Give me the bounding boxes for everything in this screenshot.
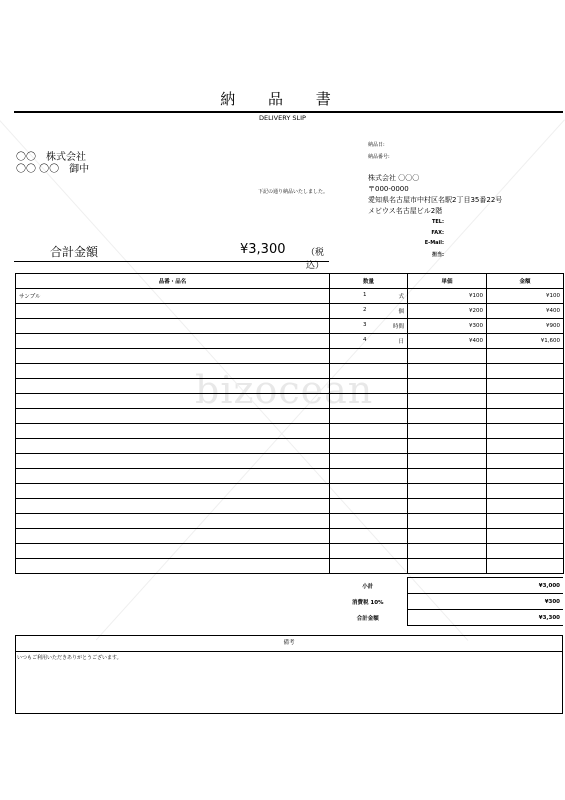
item-unit-price-cell <box>408 469 487 484</box>
item-unit-price-cell: ¥200 <box>408 304 487 319</box>
item-quantity-cell <box>330 544 408 559</box>
item-amount-cell <box>487 499 564 514</box>
watermark-text: bizocean <box>195 368 374 412</box>
total-amount-block <box>14 241 329 271</box>
sender-postal-code: 〒000-0000 <box>368 185 409 193</box>
item-quantity-cell <box>330 424 408 439</box>
item-name-cell <box>16 364 330 379</box>
header-unit-price: 単価 <box>408 274 487 289</box>
item-quantity-cell <box>330 304 408 319</box>
item-quantity-cell <box>330 559 408 574</box>
table-row <box>16 544 564 559</box>
table-row <box>16 514 564 529</box>
item-unit: 個 <box>398 309 404 315</box>
header-item-name: 品番・品名 <box>16 274 330 289</box>
item-name-cell <box>16 559 330 574</box>
table-row <box>16 559 564 574</box>
item-unit-price-cell: ¥300 <box>408 319 487 334</box>
subtotal-row <box>329 578 563 594</box>
item-unit-price-cell <box>408 454 487 469</box>
table-row <box>16 469 564 484</box>
item-name-cell <box>16 334 330 349</box>
item-amount-cell: ¥400 <box>487 304 564 319</box>
item-name-cell <box>16 514 330 529</box>
recipient-person: 〇〇 〇〇 御中 <box>16 164 90 175</box>
item-quantity-cell <box>330 364 408 379</box>
delivery-note: 下記の通り納品いたしました。 <box>257 189 328 195</box>
item-quantity-cell <box>330 484 408 499</box>
item-unit-price-cell <box>408 379 487 394</box>
item-name-cell <box>16 379 330 394</box>
item-name-cell <box>16 424 330 439</box>
table-row <box>16 304 564 319</box>
item-amount-cell <box>487 529 564 544</box>
item-name-cell <box>16 499 330 514</box>
total-amount-label: 合計金額 <box>50 245 99 259</box>
title-underline <box>14 111 563 113</box>
item-amount-cell <box>487 379 564 394</box>
item-quantity-cell <box>330 334 408 349</box>
item-amount-cell <box>487 469 564 484</box>
table-row <box>16 529 564 544</box>
item-name-cell <box>16 544 330 559</box>
item-amount-cell <box>487 439 564 454</box>
item-amount-cell <box>487 409 564 424</box>
item-unit-price-cell <box>408 439 487 454</box>
tax-value: ¥300 <box>407 594 563 610</box>
sender-address: 愛知県名古屋市中村区名駅2丁目35番22号 <box>368 196 503 204</box>
item-amount-cell: ¥900 <box>487 319 564 334</box>
table-row <box>16 319 564 334</box>
table-row <box>16 409 564 424</box>
item-quantity-cell <box>330 469 408 484</box>
item-name-cell <box>16 454 330 469</box>
item-amount-cell <box>487 454 564 469</box>
header-amount: 金額 <box>487 274 564 289</box>
item-unit-price-cell <box>408 514 487 529</box>
item-name-cell <box>16 304 330 319</box>
item-amount-cell <box>487 364 564 379</box>
item-name-cell <box>16 394 330 409</box>
item-quantity-cell <box>330 454 408 469</box>
item-name-cell <box>16 469 330 484</box>
item-amount-cell: ¥100 <box>487 289 564 304</box>
item-quantity-cell <box>330 499 408 514</box>
item-unit-price-cell <box>408 484 487 499</box>
item-quantity-cell <box>330 409 408 424</box>
grand-total-label: 合計金額 <box>356 615 379 622</box>
total-tax-note: （税込） <box>306 248 325 271</box>
table-row <box>16 454 564 469</box>
item-name-cell <box>16 349 330 364</box>
item-quantity-cell <box>330 349 408 364</box>
totals-table <box>329 577 563 626</box>
item-amount-cell <box>487 349 564 364</box>
item-quantity-cell <box>330 529 408 544</box>
item-amount-cell <box>487 394 564 409</box>
item-quantity: 4 <box>363 337 367 343</box>
item-amount-cell <box>487 484 564 499</box>
item-name-cell <box>16 484 330 499</box>
item-quantity-cell <box>330 319 408 334</box>
item-quantity-cell <box>330 379 408 394</box>
person-in-charge-label: 担当: <box>432 252 444 258</box>
item-name-cell <box>16 439 330 454</box>
item-unit-price-cell <box>408 499 487 514</box>
item-unit: 時間 <box>392 324 404 330</box>
tax-row <box>329 594 563 610</box>
item-unit-price-cell: ¥400 <box>408 334 487 349</box>
item-unit-price-cell: ¥100 <box>408 289 487 304</box>
fax-label: FAX: <box>431 230 444 236</box>
item-name-cell: サンプル <box>16 289 330 304</box>
item-amount-cell <box>487 424 564 439</box>
subtotal-value: ¥3,000 <box>407 578 563 594</box>
table-row <box>16 394 564 409</box>
email-label: E-Mail: <box>424 240 444 246</box>
document-subtitle: DELIVERY SLIP <box>259 114 306 122</box>
table-row <box>16 499 564 514</box>
item-unit: 式 <box>398 294 404 300</box>
grand-total-value: ¥3,300 <box>407 610 563 626</box>
table-row <box>16 424 564 439</box>
item-unit-price-cell <box>408 409 487 424</box>
item-name-cell <box>16 409 330 424</box>
sender-company: 株式会社 〇〇〇 <box>368 174 420 182</box>
item-quantity-cell <box>330 514 408 529</box>
item-amount-cell <box>487 559 564 574</box>
table-row <box>16 379 564 394</box>
item-unit-price-cell <box>408 394 487 409</box>
remarks-text: いつもご利用いただきありがとうございます。 <box>17 655 122 661</box>
item-quantity-cell <box>330 289 408 304</box>
item-unit-price-cell <box>408 529 487 544</box>
table-row <box>16 364 564 379</box>
item-quantity-cell <box>330 394 408 409</box>
remarks-box <box>15 635 563 714</box>
table-row <box>16 484 564 499</box>
item-unit: 日 <box>398 339 404 345</box>
item-quantity: 1 <box>363 292 367 298</box>
item-amount-cell: ¥1,600 <box>487 334 564 349</box>
item-unit-price-cell <box>408 349 487 364</box>
items-table <box>15 273 564 574</box>
header-quantity: 数量 <box>330 274 408 289</box>
item-unit-price-cell <box>408 424 487 439</box>
table-row <box>16 289 564 304</box>
document-title: 納 品 書 <box>220 90 345 108</box>
item-quantity: 3 <box>363 322 367 328</box>
table-row <box>16 439 564 454</box>
delivery-number-label: 納品番号: <box>368 154 390 160</box>
item-name-cell <box>16 319 330 334</box>
tax-label: 消費税 10% <box>351 599 384 606</box>
items-table-header-row <box>16 274 564 289</box>
tel-label: TEL: <box>431 219 444 225</box>
item-amount-cell <box>487 514 564 529</box>
recipient-company: 〇〇 株式会社 <box>16 152 86 163</box>
subtotal-label: 小計 <box>362 583 374 590</box>
remarks-header: 備考 <box>16 636 562 652</box>
table-row <box>16 349 564 364</box>
delivery-date-label: 納品日: <box>368 142 385 148</box>
item-unit-price-cell <box>408 559 487 574</box>
sender-building: メビウス名古屋ビル2階 <box>368 207 443 215</box>
item-unit-price-cell <box>408 544 487 559</box>
item-quantity-cell <box>330 439 408 454</box>
item-amount-cell <box>487 544 564 559</box>
item-name-cell <box>16 529 330 544</box>
table-row <box>16 334 564 349</box>
item-quantity: 2 <box>363 307 367 313</box>
item-unit-price-cell <box>408 364 487 379</box>
total-amount-value: ¥3,300 <box>240 242 286 257</box>
grand-total-row <box>329 610 563 626</box>
